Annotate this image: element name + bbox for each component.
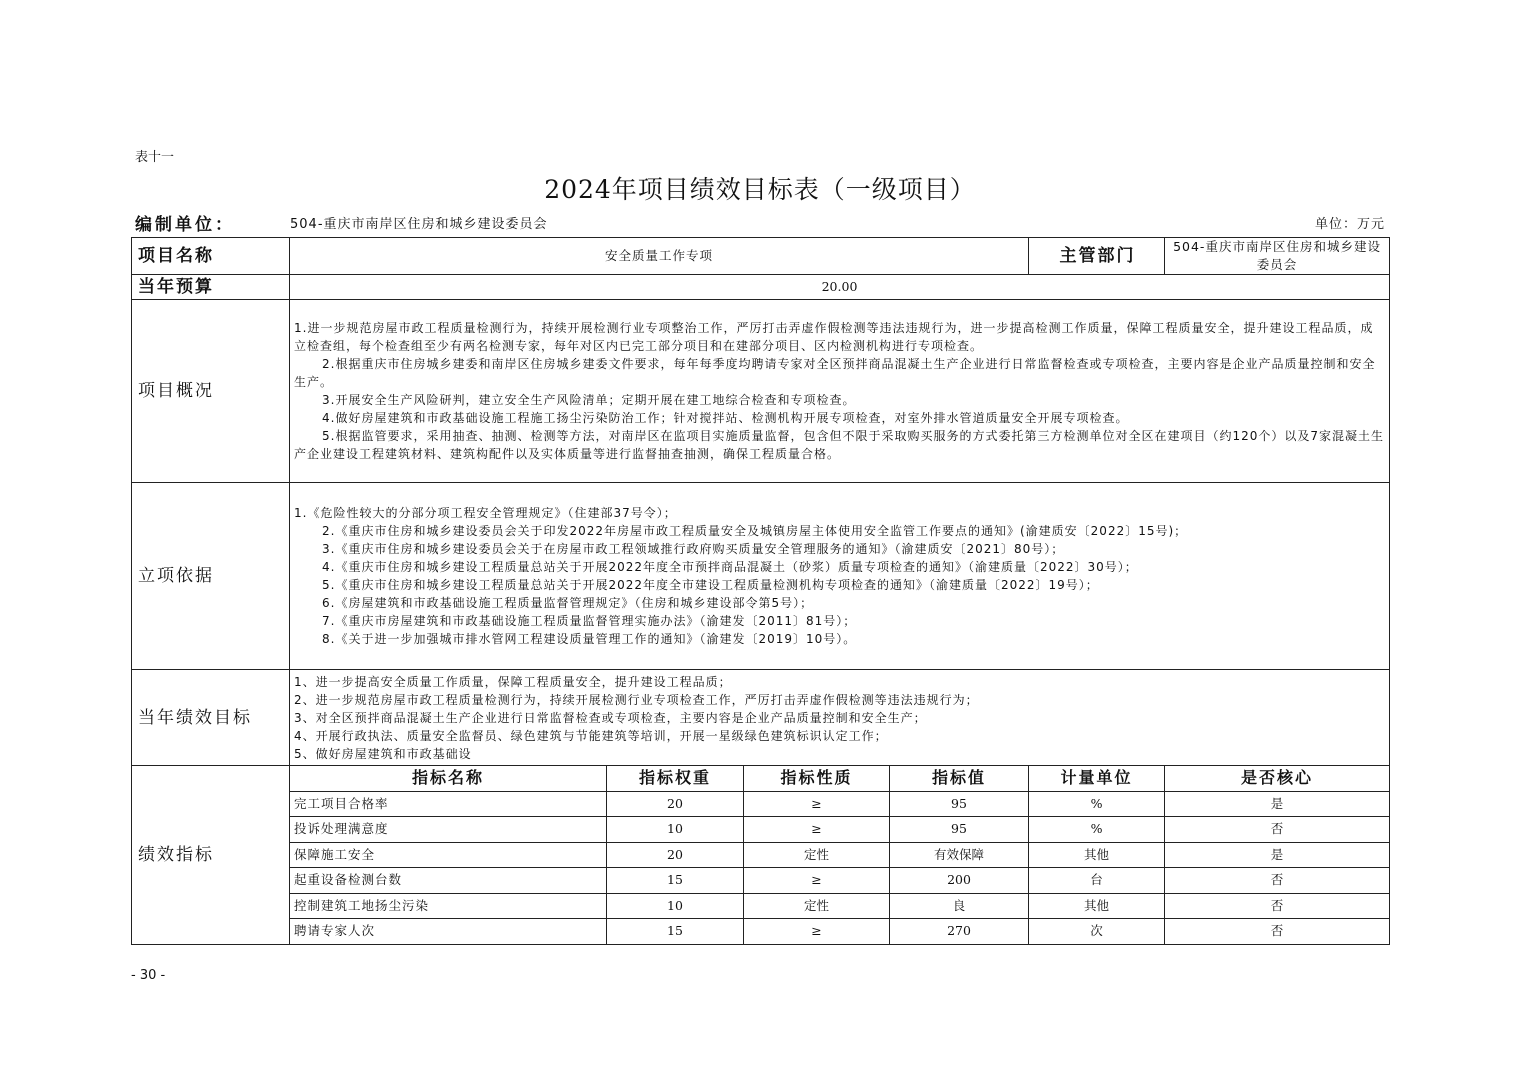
page-number: - 30 - xyxy=(131,968,166,983)
document-title: 2024年项目绩效目标表（一级项目） xyxy=(544,175,976,204)
overview-paragraph: 5.根据监管要求，采用抽查、抽测、检测等方法，对南岸区在监项目实施质量监督，包含但不限于采取购买服务的方式委托第三方检测单位对全区在建项目（约120个）以及7家混凝土生产企业建设工程建筑材料、建筑构配件以及实体质量等进行监督抽查抽测，确保工程质量合格。 xyxy=(294,429,1384,461)
indicator-nature: 定性 xyxy=(744,893,890,919)
goal-item: 3、对全区预拌商品混凝土生产企业进行日常监督检查或专项检查，主要内容是企业产品质量控制和安全生产； xyxy=(294,710,927,725)
indicator-value: 有效保障 xyxy=(890,842,1029,868)
indicator-name: 完工项目合格率 xyxy=(290,791,607,817)
table-row xyxy=(132,791,1390,817)
project-name-value: 安全质量工作专项 xyxy=(290,238,1029,275)
indicator-weight: 20 xyxy=(607,791,744,817)
indicator-weight: 10 xyxy=(607,817,744,843)
column-header: 指标值 xyxy=(890,766,1029,792)
indicator-weight: 15 xyxy=(607,868,744,894)
column-header: 指标性质 xyxy=(744,766,890,792)
indicator-unit: % xyxy=(1029,791,1165,817)
indicator-core: 否 xyxy=(1165,919,1390,945)
indicator-nature: ≥ xyxy=(744,817,890,843)
basis-item: 7.《重庆市房屋建筑和市政基础设施工程质量监督管理实施办法》（渝建发〔2011〕81号）； xyxy=(322,614,857,628)
unit-label: 编制单位： xyxy=(135,215,235,235)
budget-row xyxy=(132,275,1390,300)
table-number: 表十一 xyxy=(135,150,175,165)
indicator-value: 95 xyxy=(890,791,1029,817)
overview-paragraph: 2.根据重庆市住房城乡建委和南岸区住房城乡建委文件要求，每年每季度均聘请专家对全区预拌商品混凝土生产企业进行日常监督检查或专项检查，主要内容是企业产品质量控制和安全生产。 xyxy=(294,357,1376,389)
indicator-nature: 定性 xyxy=(744,842,890,868)
overview-paragraph: 4.做好房屋建筑和市政基础设施工程施工扬尘污染防治工作；针对搅拌站、检测机构开展专项检查，对室外排水管道质量安全开展专项检查。 xyxy=(322,411,1129,425)
basis-label: 立项依据 xyxy=(132,483,290,670)
basis-row xyxy=(132,483,1390,670)
basis-item: 4.《重庆市住房和城乡建设工程质量总站关于开展2022年度全市预拌商品混凝土（砂浆）质量专项检查的通知》（渝建质量〔2022〕30号）； xyxy=(322,560,1138,574)
dept-value: 504-重庆市南岸区住房和城乡建设委员会 xyxy=(1165,238,1390,275)
indicator-core: 是 xyxy=(1165,842,1390,868)
indicator-value: 95 xyxy=(890,817,1029,843)
indicator-header-row xyxy=(132,766,1390,792)
indicator-core: 否 xyxy=(1165,893,1390,919)
unit-value: 504-重庆市南岸区住房和城乡建设委员会 xyxy=(290,217,548,232)
indicator-unit: 其他 xyxy=(1029,893,1165,919)
indicator-weight: 10 xyxy=(607,893,744,919)
project-name-row xyxy=(132,238,1390,275)
table-row xyxy=(132,817,1390,843)
column-header: 指标名称 xyxy=(290,766,607,792)
basis-content xyxy=(290,483,1390,670)
indicator-weight: 15 xyxy=(607,919,744,945)
indicator-unit: 次 xyxy=(1029,919,1165,945)
indicator-unit: % xyxy=(1029,817,1165,843)
basis-item: 2.《重庆市住房和城乡建设委员会关于印发2022年房屋市政工程质量安全及城镇房屋主体使用安全监管工作要点的通知》(渝建质安〔2022〕15号)； xyxy=(322,524,1188,538)
goals-content xyxy=(290,670,1390,766)
indicator-nature: ≥ xyxy=(744,791,890,817)
goal-item: 4、开展行政执法、质量安全监督员、绿色建筑与节能建筑等培训，开展一星级绿色建筑标识认定工作； xyxy=(294,728,888,743)
overview-paragraph: 1.进一步规范房屋市政工程质量检测行为，持续开展检测行业专项整治工作，严厉打击弄虚作假检测等违法违规行为，进一步提高检测工作质量，保障工程质量安全，提升建设工程品质，成立检查组，每个检查组至少有两名检测专家，每年对区内已完工部分项目和在建部分项目、区内检测机构进行专项检查。 xyxy=(294,321,1374,353)
indicator-core: 否 xyxy=(1165,868,1390,894)
basis-item: 6.《房屋建筑和市政基础设施工程质量监督管理规定》（住房和城乡建设部令第5号）； xyxy=(322,596,814,610)
table-row xyxy=(132,868,1390,894)
performance-table xyxy=(131,237,1390,945)
basis-item: 5.《重庆市住房和城乡建设工程质量总站关于开展2022年度全市建设工程质量检测机构专项检查的通知》（渝建质量〔2022〕19号）； xyxy=(322,578,1099,592)
overview-row xyxy=(132,300,1390,483)
indicator-core: 是 xyxy=(1165,791,1390,817)
overview-label: 项目概况 xyxy=(132,300,290,483)
currency-unit: 单位：万元 xyxy=(1314,217,1385,232)
indicator-nature: ≥ xyxy=(744,868,890,894)
indicator-name: 控制建筑工地扬尘污染 xyxy=(290,893,607,919)
indicator-unit: 其他 xyxy=(1029,842,1165,868)
table-row xyxy=(132,842,1390,868)
project-name-label: 项目名称 xyxy=(132,238,290,275)
indicator-name: 投诉处理满意度 xyxy=(290,817,607,843)
basis-item: 3.《重庆市住房和城乡建设委员会关于在房屋市政工程领域推行政府购买质量安全管理服务的通知》（渝建质安〔2021〕80号）； xyxy=(322,542,1065,556)
dept-label: 主管部门 xyxy=(1029,238,1165,275)
budget-label: 当年预算 xyxy=(132,275,290,300)
column-header: 是否核心 xyxy=(1165,766,1390,792)
indicator-nature: ≥ xyxy=(744,919,890,945)
indicator-name: 起重设备检测台数 xyxy=(290,868,607,894)
goal-item: 2、进一步规范房屋市政工程质量检测行为，持续开展检测行业专项检查工作，严厉打击弄虚作假检测等违法违规行为； xyxy=(294,692,979,707)
basis-item: 1.《危险性较大的分部分项工程安全管理规定》（住建部37号令）； xyxy=(294,506,677,520)
indicator-name: 聘请专家人次 xyxy=(290,919,607,945)
basis-item: 8.《关于进一步加强城市排水管网工程建设质量管理工作的通知》（渝建发〔2019〕10号）。 xyxy=(322,632,857,646)
indicator-value: 良 xyxy=(890,893,1029,919)
goals-row xyxy=(132,670,1390,766)
indicator-name: 保障施工安全 xyxy=(290,842,607,868)
overview-paragraph: 3.开展安全生产风险研判，建立安全生产风险清单；定期开展在建工地综合检查和专项检查。 xyxy=(322,393,856,407)
budget-value: 20.00 xyxy=(290,275,1390,300)
goal-item: 1、进一步提高安全质量工作质量，保障工程质量安全，提升建设工程品质； xyxy=(294,674,732,689)
goal-item: 5、做好房屋建筑和市政基础设 xyxy=(294,746,472,761)
indicator-value: 200 xyxy=(890,868,1029,894)
table-row xyxy=(132,893,1390,919)
table-row xyxy=(132,919,1390,945)
goals-label: 当年绩效目标 xyxy=(132,670,290,766)
indicator-weight: 20 xyxy=(607,842,744,868)
column-header: 计量单位 xyxy=(1029,766,1165,792)
indicators-label: 绩效指标 xyxy=(132,766,290,945)
indicator-core: 否 xyxy=(1165,817,1390,843)
overview-content xyxy=(290,300,1390,483)
column-header: 指标权重 xyxy=(607,766,744,792)
indicator-value: 270 xyxy=(890,919,1029,945)
indicator-unit: 台 xyxy=(1029,868,1165,894)
